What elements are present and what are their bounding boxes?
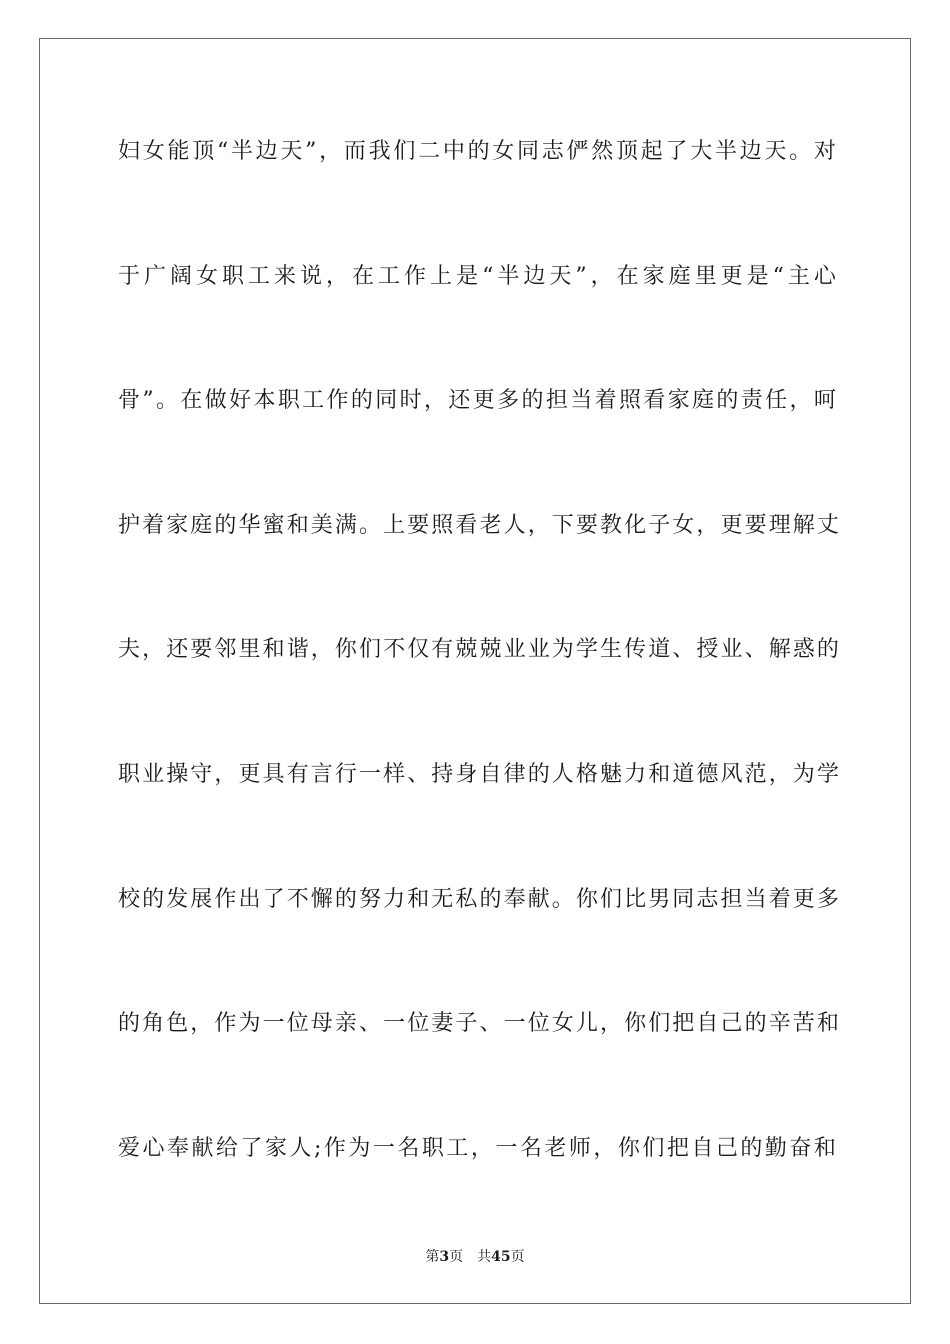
total-pages-number: 45 xyxy=(491,1249,511,1265)
text-line-7: 校的发展作出了不懈的努力和无私的奉献。你们比男同志担当着更多 xyxy=(118,886,842,912)
current-page-number: 3 xyxy=(439,1249,450,1265)
total-prefix: 共 xyxy=(477,1249,492,1265)
text-line-8: 的角色，作为一位母亲、一位妻子、一位女儿，你们把自己的辛苦和 xyxy=(118,1011,842,1037)
page-prefix: 第 xyxy=(425,1249,440,1265)
text-line-9: 爱心奉献给了家人;作为一名职工，一名老师，你们把自己的勤奋和 xyxy=(118,1135,838,1161)
page-footer xyxy=(0,1248,950,1266)
text-line-4: 护着家庭的华蜜和美满。上要照看老人，下要教化子女，更要理解丈 xyxy=(118,512,842,538)
document-body xyxy=(118,127,842,1248)
page-suffix: 页 xyxy=(449,1249,464,1265)
text-line-6: 职业操守，更具有言行一样、持身自律的人格魅力和道德风范，为学 xyxy=(118,761,842,787)
text-line-5: 夫，还要邻里和谐，你们不仅有兢兢业业为学生传道、授业、解惑的 xyxy=(118,637,842,663)
text-line-3: 骨”。在做好本职工作的同时，还更多的担当着照看家庭的责任，呵 xyxy=(118,388,838,414)
text-line-2: 于广阔女职工来说，在工作上是“半边天”，在家庭里更是“主心 xyxy=(118,263,838,289)
text-line-1: 妇女能顶“半边天”，而我们二中的女同志俨然顶起了大半边天。对 xyxy=(118,139,838,164)
total-suffix: 页 xyxy=(510,1249,525,1265)
